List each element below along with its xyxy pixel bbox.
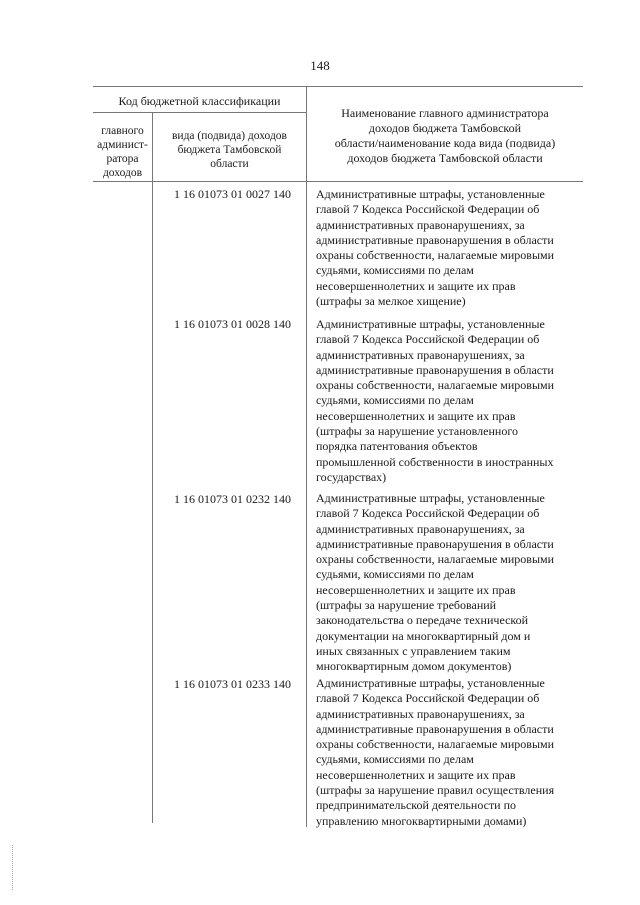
income-description: [316, 187, 586, 309]
header-line: вида (подвида) доходов: [172, 130, 287, 142]
description-line: Административные штрафы, установленные: [316, 676, 545, 690]
description-line: документации на многоквартирный дом и: [316, 628, 531, 643]
description-line: административные правонарушения в области: [316, 232, 554, 247]
description-line: административные правонарушения в области: [316, 721, 554, 736]
description-line: (штрафы за нарушение установленного: [316, 424, 518, 439]
description-line: Административные штрафы, установленные: [316, 317, 545, 331]
header-line: бюджета Тамбовской: [177, 144, 282, 156]
description-line: административных правонарушениях, за: [316, 217, 525, 232]
description-line: (штрафы за нарушение требований: [316, 598, 497, 613]
group-header-rule: [93, 112, 306, 113]
description-line: административных правонарушениях, за: [316, 521, 525, 536]
scan-margin-mark: [12, 845, 14, 890]
income-description: [316, 317, 586, 485]
description-line: Административные штрафы, установленные: [316, 187, 545, 201]
group-header-title: Код бюджетной классификации: [118, 94, 281, 108]
description-line: многоквартирным домом документов): [316, 659, 512, 674]
description-line: промышленной собственности в иностранных: [316, 454, 554, 469]
description-line: предпринимательской деятельности по: [316, 798, 517, 813]
description-line: охраны собственности, налагаемые мировыми: [316, 378, 555, 393]
header-line: доходов бюджета Тамбовской области: [347, 151, 543, 165]
page-number: 148: [310, 58, 330, 73]
description-line: охраны собственности, налагаемые мировыми: [316, 552, 555, 567]
description-line: административных правонарушениях, за: [316, 347, 525, 362]
budget-code: 1 16 01073 01 0027 140: [174, 187, 291, 201]
header-line: доходов: [102, 167, 143, 179]
description-line: законодательства о передаче технической: [316, 613, 529, 628]
budget-code: 1 16 01073 01 0232 140: [174, 492, 291, 506]
description-line: управлению многоквартирными домами): [316, 813, 527, 828]
header-line: доходов бюджета Тамбовской: [368, 121, 522, 135]
column-divider-left: [152, 113, 153, 823]
description-line: порядка патентования объектов: [316, 439, 478, 454]
table-top-rule: [93, 86, 583, 87]
header-line: области/наименование кода вида (подвида): [334, 136, 556, 150]
description-line: охраны собственности, налагаемые мировыми: [316, 248, 555, 263]
description-line: судьями, комиссиями по делам: [316, 263, 474, 278]
column-header-name: [307, 106, 583, 166]
income-description: [316, 676, 586, 829]
budget-code: 1 16 01073 01 0233 140: [174, 677, 291, 691]
column-header-income-type: [153, 129, 306, 171]
description-line: охраны собственности, налагаемые мировыми: [316, 737, 555, 752]
header-line: главного: [101, 125, 144, 137]
description-line: иных связанных с управлением таким: [316, 643, 511, 658]
header-line: админист-: [97, 139, 148, 151]
description-line: главой 7 Кодекса Российской Федерации об: [316, 506, 540, 521]
description-line: несовершеннолетних и защите их прав: [316, 767, 516, 782]
description-line: судьями, комиссиями по делам: [316, 393, 474, 408]
description-line: судьями, комиссиями по делам: [316, 567, 474, 582]
description-line: несовершеннолетних и защите их прав: [316, 408, 516, 423]
description-line: (штрафы за нарушение правил осуществления: [316, 783, 555, 798]
description-line: административных правонарушениях, за: [316, 706, 525, 721]
description-line: несовершеннолетних и защите их прав: [316, 582, 516, 597]
budget-code: 1 16 01073 01 0028 140: [174, 317, 291, 331]
header-line: Наименование главного администратора: [341, 106, 549, 120]
description-line: главой 7 Кодекса Российской Федерации об: [316, 202, 540, 217]
header-bottom-rule: [93, 181, 583, 182]
description-line: главой 7 Кодекса Российской Федерации об: [316, 691, 540, 706]
header-line: области: [210, 158, 249, 170]
column-header-admin: [93, 124, 152, 180]
description-line: административные правонарушения в области: [316, 536, 554, 551]
description-line: (штрафы за мелкое хищение): [316, 294, 466, 309]
description-line: Административные штрафы, установленные: [316, 491, 545, 505]
description-line: несовершеннолетних и защите их прав: [316, 278, 516, 293]
description-line: главой 7 Кодекса Российской Федерации об: [316, 332, 540, 347]
description-line: административные правонарушения в области: [316, 362, 554, 377]
description-line: судьями, комиссиями по делам: [316, 752, 474, 767]
income-description: [316, 491, 586, 675]
description-line: государствах): [316, 469, 387, 484]
header-line: ратора: [106, 153, 139, 165]
column-divider-right: [306, 87, 307, 827]
